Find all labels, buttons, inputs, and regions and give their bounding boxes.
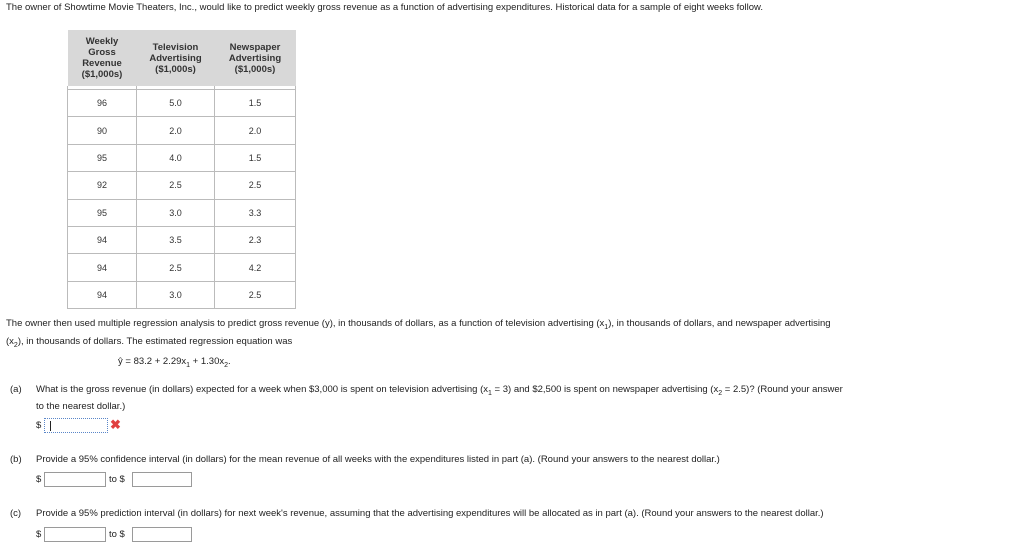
- table-row: 94 2.5 4.2: [68, 254, 296, 281]
- answer-c-lower-input[interactable]: [44, 527, 106, 542]
- dollar-sign: $: [36, 420, 42, 431]
- header-television-advertising: Television Advertising ($1,000s): [137, 30, 215, 86]
- header-newspaper-advertising: Newspaper Advertising ($1,000s): [215, 30, 296, 86]
- to-label: to $: [109, 529, 125, 540]
- table-row: 94 3.0 2.5: [68, 281, 296, 308]
- answer-c-upper-input[interactable]: [132, 527, 192, 542]
- to-label: to $: [109, 474, 125, 485]
- table-row: 90 2.0 2.0: [68, 117, 296, 144]
- table-row: 94 3.5 2.3: [68, 226, 296, 253]
- table-header-row: [68, 30, 296, 86]
- data-table: [67, 30, 296, 309]
- question-c: (c) Provide a 95% prediction interval (in dollars) for next week's revenue, assuming that the advertising expenditures will be allocated as in part (a). (Round your answers to the nearest dollar.): [10, 508, 824, 519]
- answer-b-lower-input[interactable]: [44, 472, 106, 487]
- regression-equation: ŷ = $83.2 + 2.29x_1 + 1.30x_2$.: [118, 356, 231, 369]
- table-row: 95 4.0 1.5: [68, 144, 296, 171]
- dollar-sign: $: [36, 529, 42, 540]
- header-weekly-gross-revenue: Weekly Gross Revenue ($1,000s): [68, 30, 137, 86]
- text-cursor: [50, 421, 51, 431]
- incorrect-icon: ✖: [110, 417, 121, 432]
- table-row: 92 2.5 2.5: [68, 172, 296, 199]
- question-b-tag: (b): [10, 454, 22, 465]
- problem-intro: The owner of Showtime Movie Theaters, Inc., would like to predict weekly gross revenue as a function of advertising expenditures. Historical data for a sample of eight weeks follow.: [6, 2, 764, 13]
- answer-b-upper-input[interactable]: [132, 472, 192, 487]
- answer-a-input[interactable]: [44, 418, 108, 433]
- question-b: (b) Provide a 95% confidence interval (in dollars) for the mean revenue of all weeks with the expenditures listed in part (a). (Round your answers to the nearest dollar.): [10, 454, 720, 465]
- table-row: 96 5.0 1.5: [68, 90, 296, 117]
- question-a: (a) What is the gross revenue (in dollars) expected for a week when $3,000 is spent on television advertising $(x_1 = 3)$ and $2,500 is spent on newspaper advertising $(x_2 = 2.5)$? (Round your answer to the nearest dollar.): [10, 384, 843, 412]
- dollar-sign: $: [36, 474, 42, 485]
- regression-description: The owner then used multiple regression analysis to predict gross revenue (y), in thousands of dollars, as a function of television advertising $(x_1)$, in thousands of dollars, and newspaper advertising $(x_2)$, in thousands of dollars. The estimated regression equation was: [6, 318, 831, 350]
- question-c-tag: (c): [10, 508, 22, 519]
- question-a-tag: (a): [10, 384, 22, 395]
- table-row: 95 3.0 3.3: [68, 199, 296, 226]
